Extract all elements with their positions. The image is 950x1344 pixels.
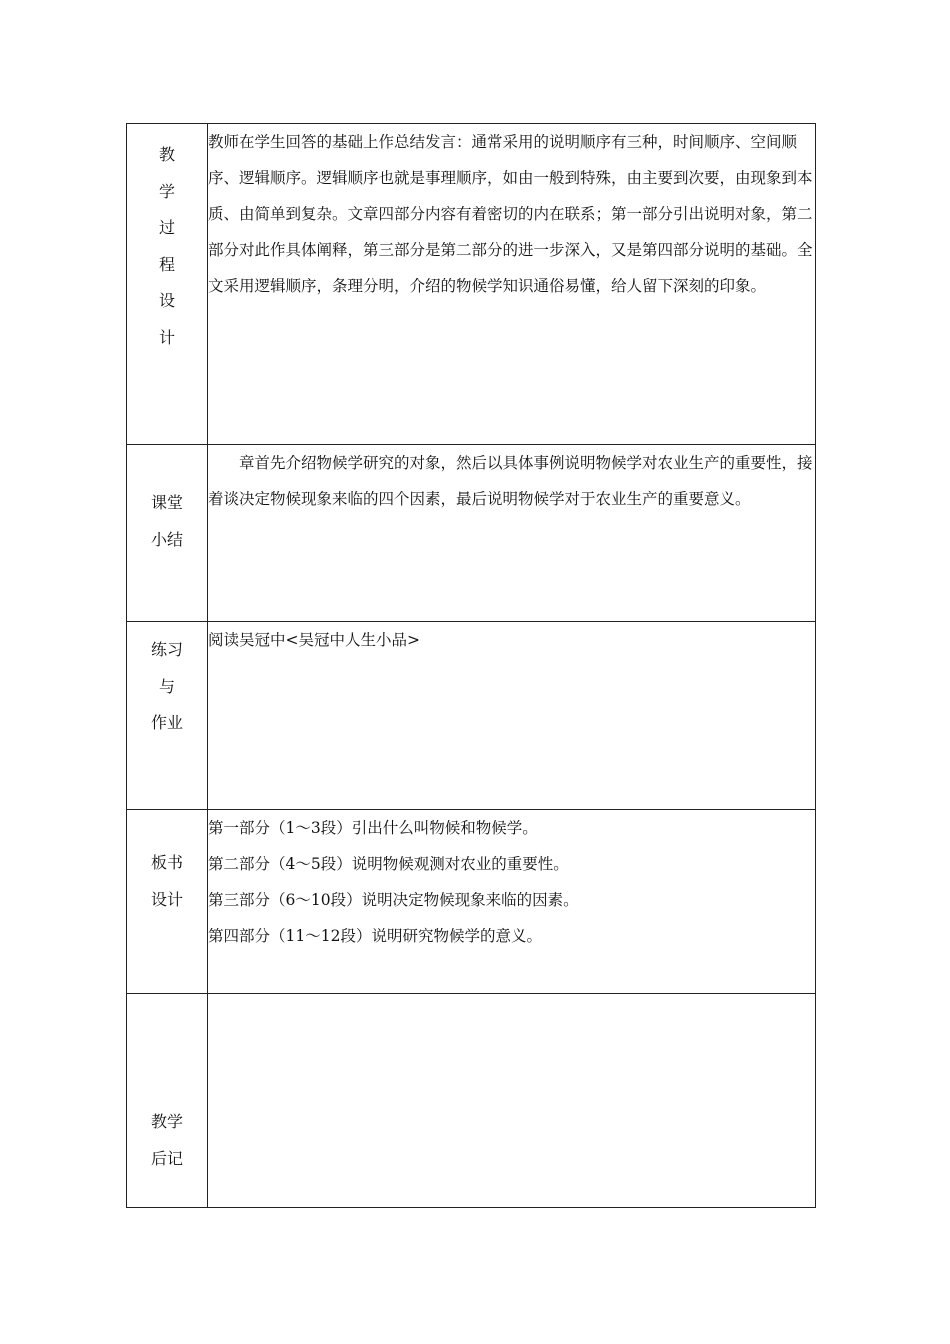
label-line: 小结 [150, 529, 183, 549]
label-line: 设 [158, 291, 175, 310]
content-cell-blackboard-design [208, 810, 816, 994]
content-cell-teaching-process [208, 124, 816, 445]
label-line: 计 [158, 327, 175, 347]
label-line: 学 [158, 181, 175, 201]
lesson-plan-table [126, 123, 816, 1208]
label-line: 教 [158, 145, 175, 164]
label-line: 课堂 [150, 493, 183, 512]
label-line: 后记 [150, 1148, 183, 1168]
content-line: 第三部分（6～10段）说明决定物候现象来临的因素。 [208, 891, 579, 909]
label-cell-blackboard-design [127, 810, 208, 994]
row-blackboard-design [127, 810, 816, 994]
label-line: 作业 [150, 713, 183, 732]
row-exercises-homework [127, 622, 816, 810]
label-cell-exercises-homework [127, 622, 208, 810]
content-line: 第二部分（4～5段）说明物候观测对农业的重要性。 [208, 855, 569, 873]
label-line: 设计 [150, 889, 183, 909]
content-cell-class-summary [208, 445, 816, 622]
row-teaching-postscript [127, 994, 816, 1208]
content-line: 第一部分（1～3段）引出什么叫物候和物候学。 [208, 819, 538, 837]
row-class-summary [127, 445, 816, 622]
label-line: 过 [158, 218, 175, 237]
content-paragraph: 阅读吴冠中<吴冠中人生小品> [208, 631, 420, 649]
label-line: 与 [158, 676, 175, 696]
label-line: 板书 [150, 853, 183, 872]
content-cell-teaching-postscript [208, 994, 816, 1208]
content-paragraph: 教师在学生回答的基础上作总结发言：通常采用的说明顺序有三种，时间顺序、空间顺序、逻辑顺序。逻辑顺序也就是事理顺序，如由一般到特殊，由主要到次要，由现象到本质、由简单到复杂。文章四部分内容有着密切的内在联系；第一部分引出说明对象，第二部分对此作具体阐释，第三部分是第二部分的进一步深入，又是第四部分说明的基础。全文采用逻辑顺序，条理分明，介绍的物候学知识通俗易懂，给人留下深刻的印象。 [208, 133, 813, 295]
label-line: 教学 [150, 1112, 183, 1131]
content-paragraph: 章首先介绍物候学研究的对象，然后以具体事例说明物候学对农业生产的重要性，接着谈决定物候现象来临的四个因素，最后说明物候学对于农业生产的重要意义。 [208, 454, 813, 508]
lesson-plan-sheet [126, 123, 815, 1208]
row-teaching-process [127, 124, 816, 445]
content-line: 第四部分（11～12段）说明研究物候学的意义。 [208, 927, 542, 945]
content-cell-exercises-homework [208, 622, 816, 810]
label-line: 程 [158, 254, 175, 274]
label-cell-teaching-process [127, 124, 208, 445]
label-cell-teaching-postscript [127, 994, 208, 1208]
label-cell-class-summary [127, 445, 208, 622]
label-line: 练习 [150, 640, 183, 659]
